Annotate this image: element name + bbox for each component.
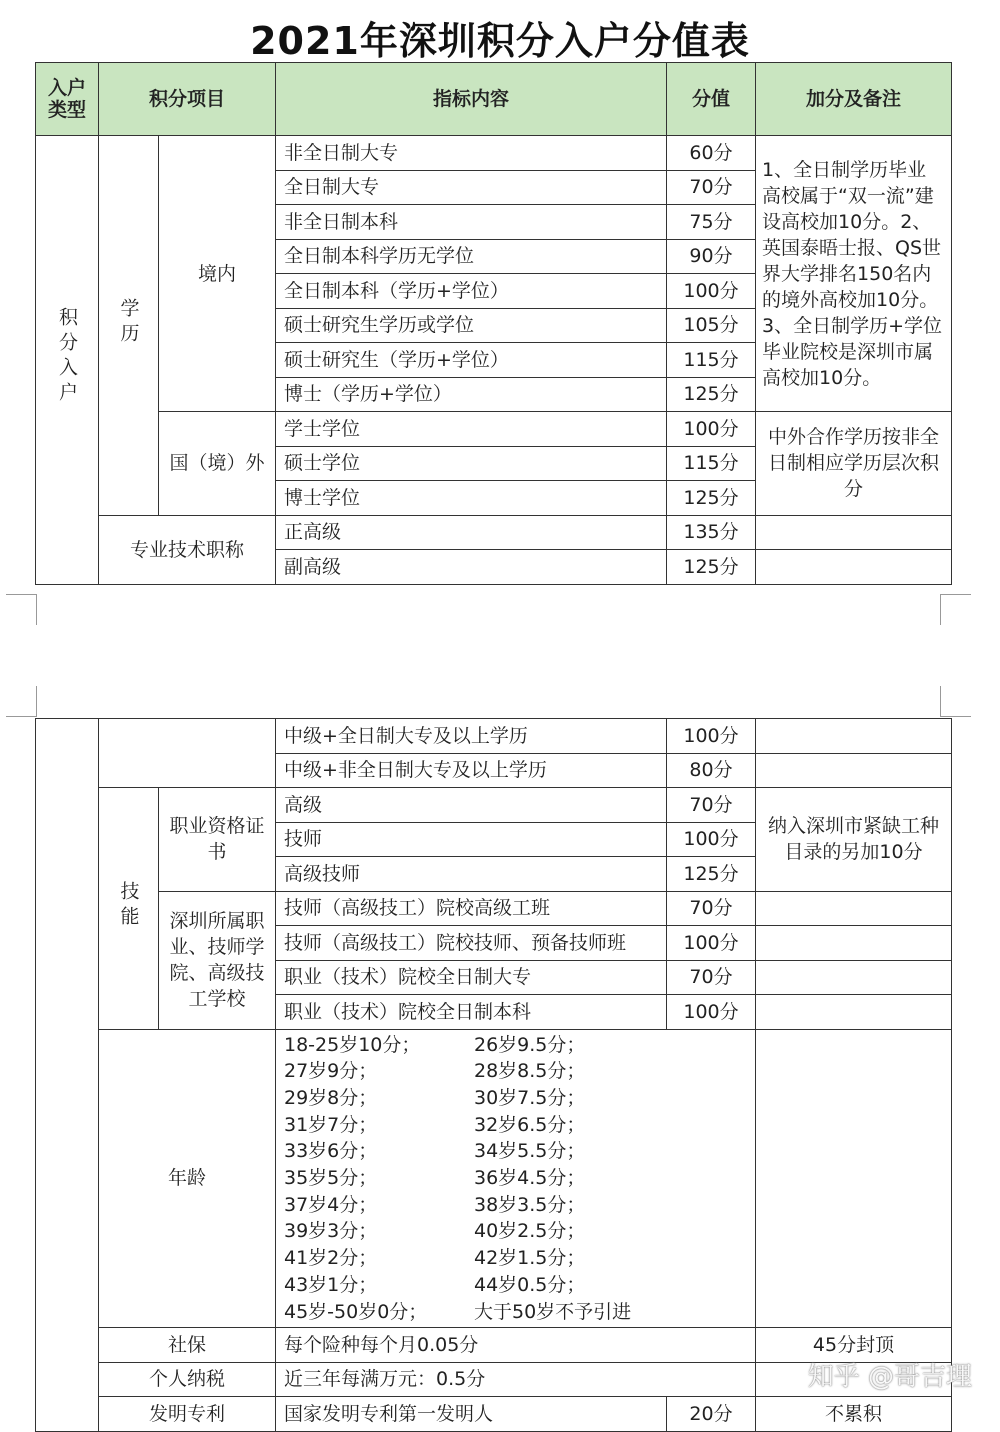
age-item: 34岁5.5分； bbox=[474, 1140, 586, 1163]
score-table-part-2 bbox=[35, 718, 952, 1432]
age-item: 42岁1.5分； bbox=[474, 1247, 586, 1270]
empty-note bbox=[756, 753, 952, 788]
cert-note: 纳入深圳市紧缺工种目录的另加10分 bbox=[756, 788, 952, 892]
edu-label: 学历 bbox=[117, 297, 140, 348]
page-title: 2021年深圳积分入户分值表 bbox=[250, 19, 750, 63]
age-item: 大于50岁不予引进 bbox=[474, 1300, 632, 1323]
crop-mark bbox=[6, 686, 37, 717]
crop-mark bbox=[940, 594, 971, 625]
table-cell: 全日制本科学历无学位 bbox=[276, 239, 667, 274]
table-cell: 学士学位 bbox=[276, 412, 667, 447]
score-cell: 70分 bbox=[667, 891, 756, 926]
empty-note bbox=[756, 515, 952, 550]
table-cell: 中级+非全日制大专及以上学历 bbox=[276, 753, 667, 788]
score-cell: 75分 bbox=[667, 205, 756, 240]
table-cell: 中级+全日制大专及以上学历 bbox=[276, 719, 667, 754]
age-item: 33岁6分； bbox=[284, 1140, 378, 1163]
score-cell: 115分 bbox=[667, 446, 756, 481]
age-item: 26岁9.5分； bbox=[474, 1033, 586, 1056]
patent-note: 不累积 bbox=[756, 1397, 952, 1432]
table-cell: 硕士研究生（学历+学位） bbox=[276, 343, 667, 378]
age-item: 36岁4.5分； bbox=[474, 1167, 586, 1190]
table-cell: 博士（学历+学位） bbox=[276, 377, 667, 412]
table-cell: 高级技师 bbox=[276, 857, 667, 892]
empty-note bbox=[756, 995, 952, 1030]
tax-item: 近三年每满万元：0.5分 bbox=[276, 1362, 756, 1397]
header-score: 分值 bbox=[667, 63, 756, 136]
age-item: 32岁6.5分； bbox=[474, 1113, 586, 1136]
empty-note bbox=[756, 550, 952, 585]
score-cell: 100分 bbox=[667, 995, 756, 1030]
table-cell: 非全日制大专 bbox=[276, 136, 667, 171]
foreign-label: 国（境）外 bbox=[159, 412, 276, 516]
score-cell: 70分 bbox=[667, 170, 756, 205]
title-label: 专业技术职称 bbox=[99, 515, 276, 584]
school-label: 深圳所属职业、技师学院、高级技工学校 bbox=[159, 891, 276, 1029]
age-label: 年龄 bbox=[99, 1029, 276, 1328]
age-item: 28岁8.5分； bbox=[474, 1060, 586, 1083]
edu-cell bbox=[99, 136, 159, 516]
score-cell: 70分 bbox=[667, 788, 756, 823]
table-cell: 非全日制本科 bbox=[276, 205, 667, 240]
table-cell: 博士学位 bbox=[276, 481, 667, 516]
patent-item: 国家发明专利第一发明人 bbox=[276, 1397, 667, 1432]
type-cell-continued bbox=[36, 719, 99, 1432]
score-cell: 100分 bbox=[667, 274, 756, 309]
score-cell: 90分 bbox=[667, 239, 756, 274]
score-cell: 125分 bbox=[667, 550, 756, 585]
age-item: 41岁2分； bbox=[284, 1247, 378, 1270]
age-item: 31岁7分； bbox=[284, 1113, 378, 1136]
empty-note bbox=[756, 719, 952, 754]
table-cell: 高级 bbox=[276, 788, 667, 823]
score-cell: 100分 bbox=[667, 822, 756, 857]
skill-cell bbox=[99, 788, 159, 1030]
tax-label: 个人纳税 bbox=[99, 1362, 276, 1397]
score-cell: 100分 bbox=[667, 412, 756, 447]
age-item: 45岁-50岁0分； bbox=[284, 1300, 428, 1323]
header-item: 积分项目 bbox=[99, 63, 276, 136]
age-item: 35岁5分； bbox=[284, 1167, 378, 1190]
age-item: 39岁3分； bbox=[284, 1220, 378, 1243]
score-cell: 115分 bbox=[667, 343, 756, 378]
table-cell: 技师（高级技工）院校高级工班 bbox=[276, 891, 667, 926]
empty-note bbox=[756, 960, 952, 995]
age-item: 18-25岁10分； bbox=[284, 1033, 421, 1056]
age-item: 43岁1分； bbox=[284, 1273, 378, 1296]
age-item: 40岁2.5分； bbox=[474, 1220, 586, 1243]
social-label: 社保 bbox=[99, 1328, 276, 1363]
header-content: 指标内容 bbox=[276, 63, 667, 136]
age-item: 27岁9分； bbox=[284, 1060, 378, 1083]
table-header-row bbox=[36, 63, 952, 136]
page-gap bbox=[0, 588, 1000, 716]
social-note: 45分封顶 bbox=[756, 1328, 952, 1363]
score-cell: 125分 bbox=[667, 481, 756, 516]
table-cell: 职业（技术）院校全日制本科 bbox=[276, 995, 667, 1030]
type-label: 积分入户 bbox=[56, 307, 78, 408]
score-cell: 60分 bbox=[667, 136, 756, 171]
score-cell: 135分 bbox=[667, 515, 756, 550]
watermark: 知乎 @哥吉理 bbox=[807, 1362, 972, 1392]
domestic-label: 境内 bbox=[159, 136, 276, 412]
table-cell: 正高级 bbox=[276, 515, 667, 550]
table-cell: 副高级 bbox=[276, 550, 667, 585]
patent-score: 20分 bbox=[667, 1397, 756, 1432]
crop-mark bbox=[940, 686, 971, 717]
header-type: 入户类型 bbox=[36, 63, 99, 136]
table-cell: 职业（技术）院校全日制大专 bbox=[276, 960, 667, 995]
cert-label: 职业资格证书 bbox=[159, 788, 276, 892]
table-cell: 硕士学位 bbox=[276, 446, 667, 481]
skill-label: 技能 bbox=[117, 880, 140, 931]
age-cell bbox=[276, 1029, 756, 1328]
header-note: 加分及备注 bbox=[756, 63, 952, 136]
age-item: 30岁7.5分； bbox=[474, 1086, 586, 1109]
table-cell: 技师 bbox=[276, 822, 667, 857]
age-item: 38岁3.5分； bbox=[474, 1193, 586, 1216]
table-cell: 硕士研究生学历或学位 bbox=[276, 308, 667, 343]
foreign-note: 中外合作学历按非全日制相应学历层次积分 bbox=[756, 412, 952, 516]
age-list bbox=[282, 1030, 755, 1328]
age-item: 37岁4分； bbox=[284, 1193, 378, 1216]
table-cell: 技师（高级技工）院校技师、预备技师班 bbox=[276, 926, 667, 961]
age-item: 44岁0.5分； bbox=[474, 1273, 586, 1296]
table-cell: 全日制本科（学历+学位） bbox=[276, 274, 667, 309]
score-cell: 80分 bbox=[667, 753, 756, 788]
score-cell: 100分 bbox=[667, 926, 756, 961]
crop-mark bbox=[6, 594, 37, 625]
score-table-part-1 bbox=[35, 62, 952, 585]
social-item: 每个险种每个月0.05分 bbox=[276, 1328, 756, 1363]
domestic-note: 1、全日制学历毕业高校属于“双一流”建设高校加10分。2、英国泰晤士报、QS世界大学排名150名内的境外高校加10分。3、全日制学历+学位毕业院校是深圳市属高校加10分。 bbox=[756, 136, 952, 412]
empty-note bbox=[756, 1029, 952, 1328]
score-cell: 100分 bbox=[667, 719, 756, 754]
score-cell: 125分 bbox=[667, 377, 756, 412]
score-cell: 105分 bbox=[667, 308, 756, 343]
type-cell bbox=[36, 136, 99, 585]
score-cell: 125分 bbox=[667, 857, 756, 892]
score-cell: 70分 bbox=[667, 960, 756, 995]
empty-note bbox=[756, 891, 952, 926]
patent-label: 发明专利 bbox=[99, 1397, 276, 1432]
empty-note bbox=[756, 926, 952, 961]
table-cell: 全日制大专 bbox=[276, 170, 667, 205]
title-cell-continued bbox=[99, 719, 276, 788]
age-item: 29岁8分； bbox=[284, 1086, 378, 1109]
